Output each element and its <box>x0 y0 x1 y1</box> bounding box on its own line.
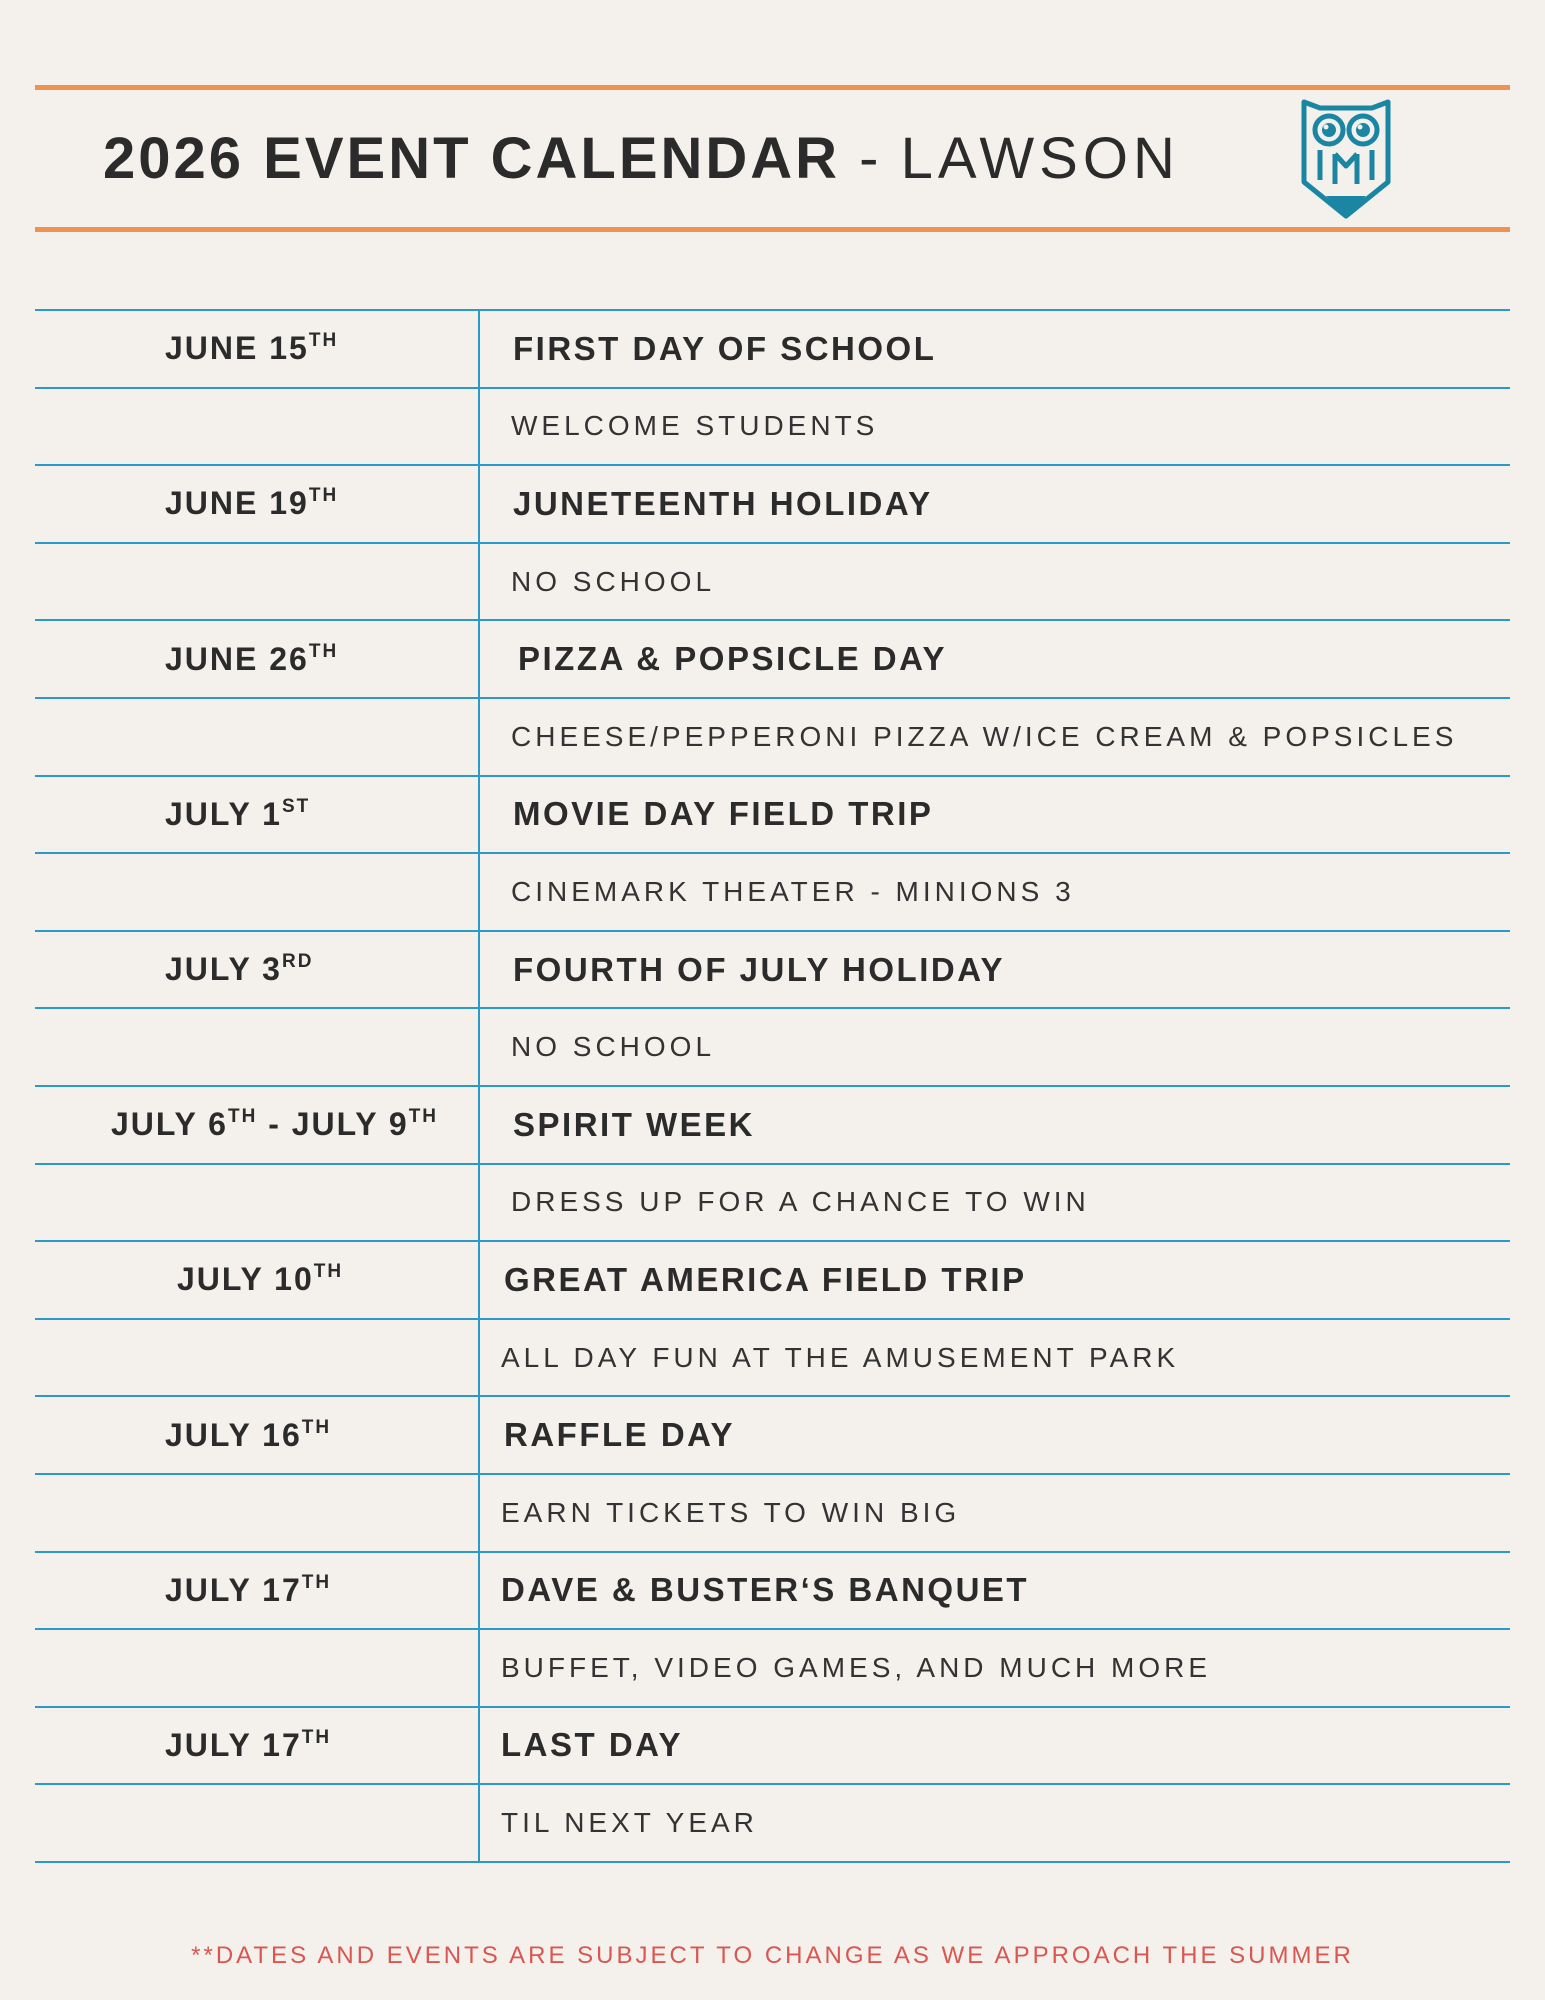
event-description-row <box>35 1320 1510 1398</box>
event-date: JULY 3RD <box>165 951 314 988</box>
header-bottom-rule <box>35 227 1510 232</box>
header-top-rule <box>35 85 1510 90</box>
event-row <box>35 621 1510 699</box>
event-row <box>35 1553 1510 1631</box>
event-title: GREAT AMERICA FIELD TRIP <box>504 1260 1027 1298</box>
event-description-row <box>35 1165 1510 1243</box>
event-row <box>35 311 1510 389</box>
event-date: JULY 10TH <box>177 1261 344 1298</box>
page-title-main: 2026 EVENT CALENDAR <box>103 126 841 191</box>
event-title: DAVE & BUSTER‘S BANQUET <box>501 1571 1030 1609</box>
page-title-separator: - <box>840 126 901 191</box>
event-date: JULY 1ST <box>165 795 311 832</box>
event-description: TIL NEXT YEAR <box>501 1807 758 1839</box>
event-table <box>35 309 1510 1863</box>
event-title: JUNETEENTH HOLIDAY <box>513 484 933 522</box>
event-description: CINEMARK THEATER - MINIONS 3 <box>511 875 1075 907</box>
event-row <box>35 932 1510 1010</box>
event-row <box>35 1242 1510 1320</box>
event-description: ALL DAY FUN AT THE AMUSEMENT PARK <box>501 1341 1180 1373</box>
event-description: WELCOME STUDENTS <box>511 410 879 442</box>
event-row <box>35 777 1510 855</box>
event-date: JULY 16TH <box>165 1416 332 1453</box>
event-title: FIRST DAY OF SCHOOL <box>513 329 937 367</box>
event-row <box>35 1397 1510 1475</box>
event-row <box>35 466 1510 544</box>
event-description: BUFFET, VIDEO GAMES, AND MUCH MORE <box>501 1651 1212 1683</box>
event-description: DRESS UP FOR A CHANCE TO WIN <box>511 1186 1090 1218</box>
event-title: MOVIE DAY FIELD TRIP <box>513 795 934 833</box>
disclaimer-footnote: **DATES AND EVENTS ARE SUBJECT TO CHANGE AS WE APPROACH THE SUMMER <box>191 1942 1354 1969</box>
event-description-row <box>35 854 1510 932</box>
event-description: CHEESE/PEPPERONI PIZZA W/ICE CREAM & POPSICLES <box>511 720 1458 752</box>
event-date: JUNE 15TH <box>165 330 339 367</box>
page-title-school: LAWSON <box>900 126 1180 191</box>
owl-pencil-icon <box>1300 96 1392 224</box>
event-row <box>35 1708 1510 1786</box>
event-date: JUNE 19TH <box>165 485 339 522</box>
event-row <box>35 1087 1510 1165</box>
event-date: JULY 6TH - JULY 9TH <box>111 1106 439 1143</box>
event-description-row <box>35 544 1510 622</box>
event-date: JULY 17TH <box>165 1571 332 1608</box>
event-title: SPIRIT WEEK <box>513 1105 756 1143</box>
page-title <box>103 124 1180 194</box>
event-description: EARN TICKETS TO WIN BIG <box>501 1496 961 1528</box>
event-description-row <box>35 1630 1510 1708</box>
event-title: LAST DAY <box>501 1726 683 1764</box>
event-description-row <box>35 1475 1510 1553</box>
event-title: RAFFLE DAY <box>504 1416 735 1454</box>
event-description-row <box>35 389 1510 467</box>
event-title: FOURTH OF JULY HOLIDAY <box>513 950 1006 988</box>
event-description-row <box>35 1785 1510 1863</box>
event-description-row <box>35 699 1510 777</box>
event-description-row <box>35 1009 1510 1087</box>
event-date: JULY 17TH <box>165 1726 332 1763</box>
event-description: NO SCHOOL <box>511 565 716 597</box>
event-date: JUNE 26TH <box>165 640 339 677</box>
event-description: NO SCHOOL <box>511 1031 716 1063</box>
event-title: PIZZA & POPSICLE DAY <box>518 640 947 678</box>
